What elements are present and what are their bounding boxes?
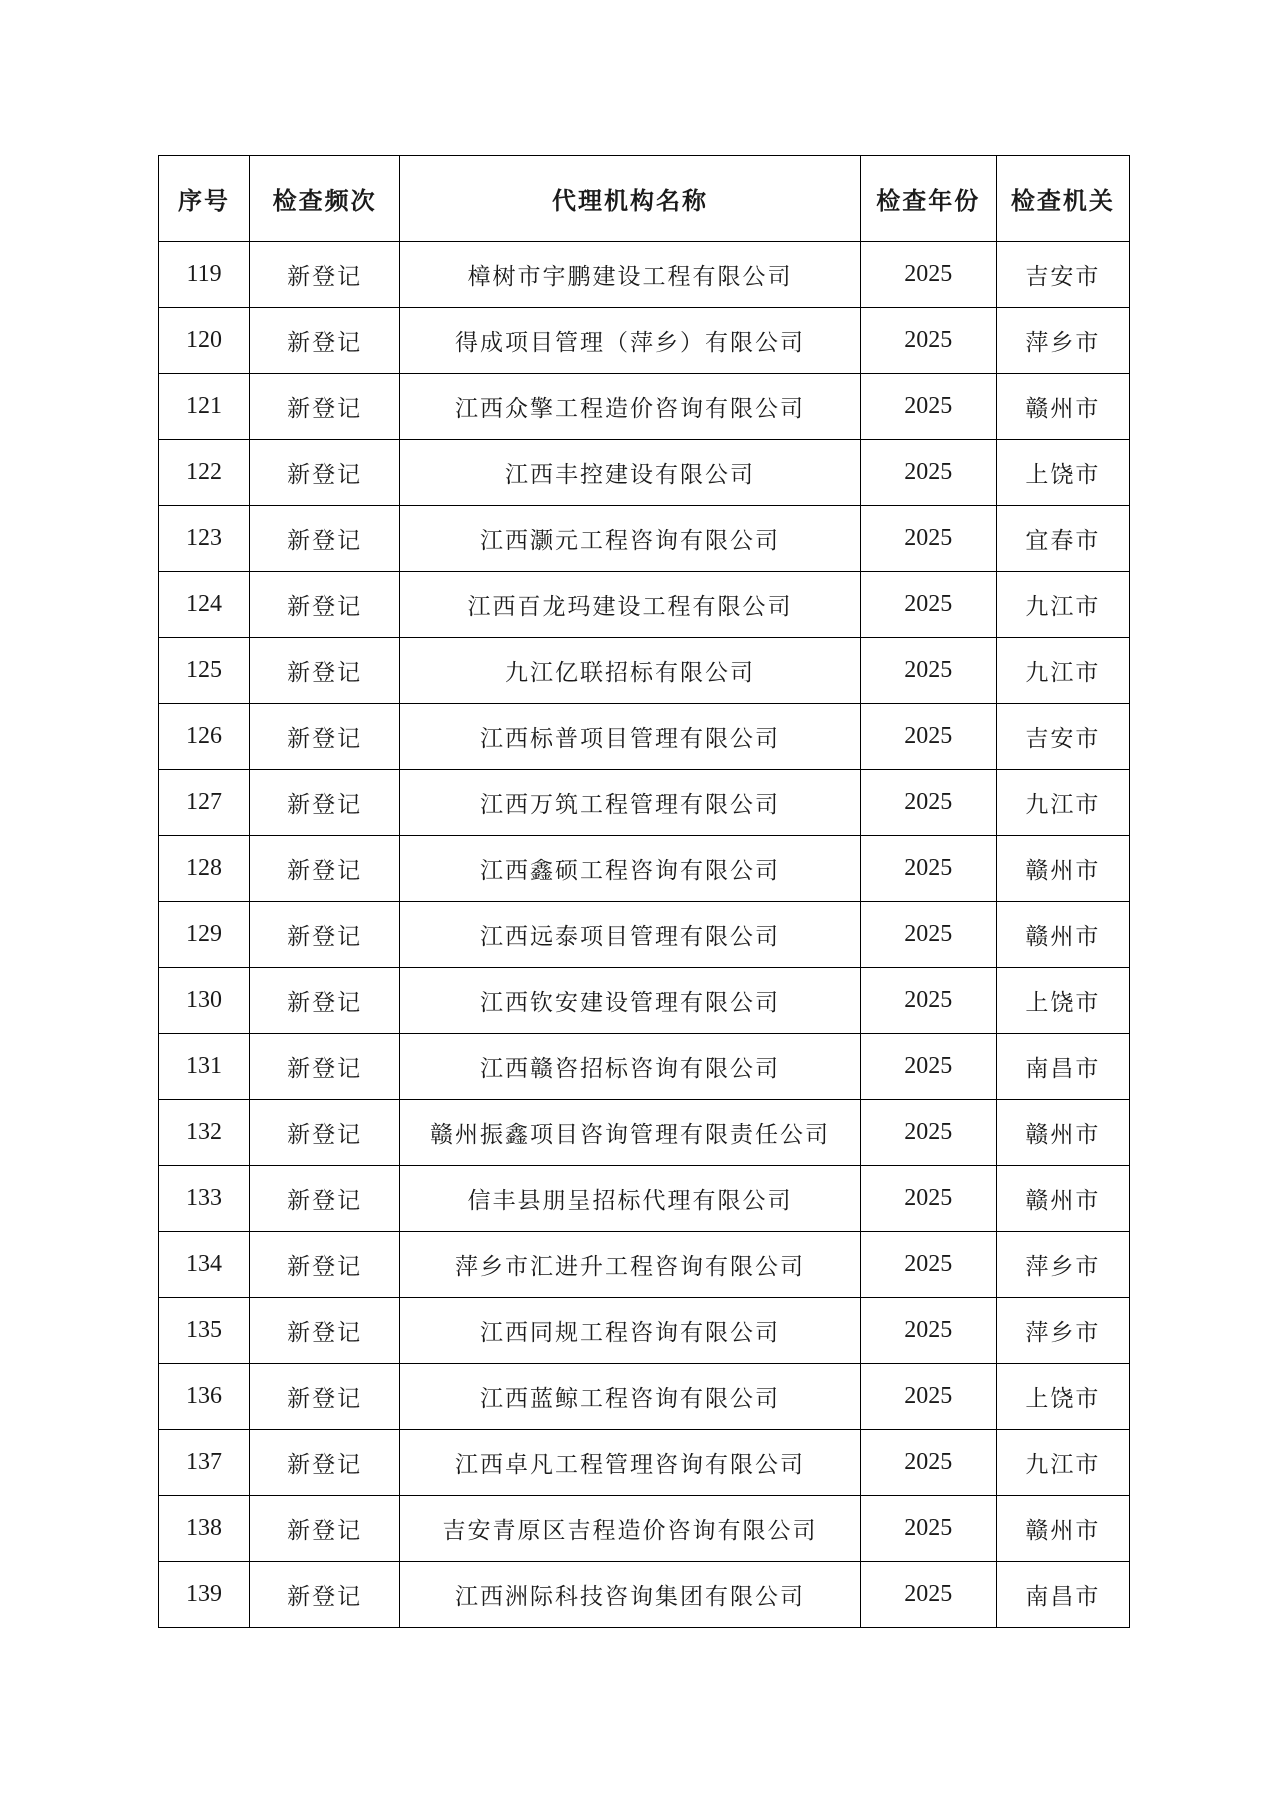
cell-authority: 上饶市 [996, 440, 1129, 506]
cell-agency: 江西同规工程咨询有限公司 [400, 1298, 860, 1364]
cell-no: 129 [159, 902, 250, 968]
table-row [159, 1364, 1130, 1430]
table-row [159, 242, 1130, 308]
cell-authority: 上饶市 [996, 1364, 1129, 1430]
table-row [159, 374, 1130, 440]
header-agency: 代理机构名称 [400, 156, 860, 242]
table-row [159, 1166, 1130, 1232]
cell-year: 2025 [860, 1298, 996, 1364]
cell-no: 138 [159, 1496, 250, 1562]
cell-no: 127 [159, 770, 250, 836]
cell-frequency: 新登记 [250, 440, 400, 506]
cell-agency: 樟树市宇鹏建设工程有限公司 [400, 242, 860, 308]
cell-year: 2025 [860, 968, 996, 1034]
cell-agency: 江西赣咨招标咨询有限公司 [400, 1034, 860, 1100]
cell-agency: 江西丰控建设有限公司 [400, 440, 860, 506]
cell-frequency: 新登记 [250, 572, 400, 638]
table-row [159, 968, 1130, 1034]
cell-agency: 九江亿联招标有限公司 [400, 638, 860, 704]
cell-authority: 赣州市 [996, 836, 1129, 902]
cell-authority: 赣州市 [996, 1100, 1129, 1166]
table-row [159, 1430, 1130, 1496]
table-body [159, 242, 1130, 1628]
cell-frequency: 新登记 [250, 1298, 400, 1364]
cell-agency: 萍乡市汇进升工程咨询有限公司 [400, 1232, 860, 1298]
inspection-table [158, 155, 1130, 1628]
header-no: 序号 [159, 156, 250, 242]
cell-no: 120 [159, 308, 250, 374]
table-row [159, 1232, 1130, 1298]
header-frequency: 检查频次 [250, 156, 400, 242]
cell-authority: 九江市 [996, 638, 1129, 704]
cell-no: 122 [159, 440, 250, 506]
cell-year: 2025 [860, 704, 996, 770]
cell-no: 121 [159, 374, 250, 440]
cell-year: 2025 [860, 572, 996, 638]
cell-frequency: 新登记 [250, 638, 400, 704]
cell-frequency: 新登记 [250, 1430, 400, 1496]
cell-no: 139 [159, 1562, 250, 1628]
cell-frequency: 新登记 [250, 374, 400, 440]
cell-agency: 江西远泰项目管理有限公司 [400, 902, 860, 968]
table-row [159, 308, 1130, 374]
table-row [159, 1562, 1130, 1628]
cell-no: 133 [159, 1166, 250, 1232]
table-row [159, 704, 1130, 770]
cell-authority: 九江市 [996, 572, 1129, 638]
cell-no: 134 [159, 1232, 250, 1298]
cell-frequency: 新登记 [250, 1562, 400, 1628]
table-row [159, 836, 1130, 902]
cell-frequency: 新登记 [250, 1364, 400, 1430]
cell-frequency: 新登记 [250, 968, 400, 1034]
table-row [159, 1034, 1130, 1100]
cell-agency: 江西洲际科技咨询集团有限公司 [400, 1562, 860, 1628]
cell-frequency: 新登记 [250, 242, 400, 308]
cell-frequency: 新登记 [250, 506, 400, 572]
cell-agency: 江西钦安建设管理有限公司 [400, 968, 860, 1034]
cell-agency: 赣州振鑫项目咨询管理有限责任公司 [400, 1100, 860, 1166]
cell-agency: 江西万筑工程管理有限公司 [400, 770, 860, 836]
cell-frequency: 新登记 [250, 1166, 400, 1232]
cell-agency: 得成项目管理（萍乡）有限公司 [400, 308, 860, 374]
cell-agency: 江西百龙玛建设工程有限公司 [400, 572, 860, 638]
cell-agency: 吉安青原区吉程造价咨询有限公司 [400, 1496, 860, 1562]
cell-year: 2025 [860, 1100, 996, 1166]
cell-agency: 江西蓝鲸工程咨询有限公司 [400, 1364, 860, 1430]
cell-no: 131 [159, 1034, 250, 1100]
header-authority: 检查机关 [996, 156, 1129, 242]
table-row [159, 638, 1130, 704]
cell-year: 2025 [860, 902, 996, 968]
cell-frequency: 新登记 [250, 1232, 400, 1298]
cell-agency: 江西灏元工程咨询有限公司 [400, 506, 860, 572]
cell-authority: 赣州市 [996, 1496, 1129, 1562]
cell-frequency: 新登记 [250, 308, 400, 374]
cell-no: 126 [159, 704, 250, 770]
cell-authority: 上饶市 [996, 968, 1129, 1034]
cell-no: 132 [159, 1100, 250, 1166]
cell-authority: 萍乡市 [996, 1298, 1129, 1364]
cell-no: 125 [159, 638, 250, 704]
cell-authority: 赣州市 [996, 374, 1129, 440]
header-year: 检查年份 [860, 156, 996, 242]
cell-no: 130 [159, 968, 250, 1034]
table-row [159, 770, 1130, 836]
cell-year: 2025 [860, 506, 996, 572]
cell-year: 2025 [860, 1034, 996, 1100]
cell-year: 2025 [860, 308, 996, 374]
cell-authority: 南昌市 [996, 1562, 1129, 1628]
table-row [159, 1496, 1130, 1562]
cell-no: 124 [159, 572, 250, 638]
cell-authority: 萍乡市 [996, 308, 1129, 374]
cell-year: 2025 [860, 638, 996, 704]
cell-authority: 萍乡市 [996, 1232, 1129, 1298]
cell-authority: 九江市 [996, 1430, 1129, 1496]
cell-year: 2025 [860, 1496, 996, 1562]
table-row [159, 1298, 1130, 1364]
cell-year: 2025 [860, 440, 996, 506]
cell-year: 2025 [860, 1430, 996, 1496]
table-row [159, 572, 1130, 638]
cell-no: 123 [159, 506, 250, 572]
cell-year: 2025 [860, 1364, 996, 1430]
cell-frequency: 新登记 [250, 704, 400, 770]
cell-frequency: 新登记 [250, 1034, 400, 1100]
cell-agency: 江西卓凡工程管理咨询有限公司 [400, 1430, 860, 1496]
cell-frequency: 新登记 [250, 770, 400, 836]
table-row [159, 902, 1130, 968]
table-row [159, 440, 1130, 506]
cell-agency: 江西鑫硕工程咨询有限公司 [400, 836, 860, 902]
cell-authority: 赣州市 [996, 1166, 1129, 1232]
cell-agency: 信丰县朋呈招标代理有限公司 [400, 1166, 860, 1232]
cell-agency: 江西众擎工程造价咨询有限公司 [400, 374, 860, 440]
cell-authority: 宜春市 [996, 506, 1129, 572]
cell-authority: 九江市 [996, 770, 1129, 836]
cell-year: 2025 [860, 1232, 996, 1298]
cell-year: 2025 [860, 374, 996, 440]
cell-no: 119 [159, 242, 250, 308]
cell-no: 128 [159, 836, 250, 902]
cell-year: 2025 [860, 770, 996, 836]
table-row [159, 1100, 1130, 1166]
cell-year: 2025 [860, 242, 996, 308]
cell-frequency: 新登记 [250, 1496, 400, 1562]
cell-authority: 吉安市 [996, 242, 1129, 308]
table-header-row [159, 156, 1130, 242]
table-row [159, 506, 1130, 572]
cell-frequency: 新登记 [250, 836, 400, 902]
cell-agency: 江西标普项目管理有限公司 [400, 704, 860, 770]
cell-authority: 赣州市 [996, 902, 1129, 968]
cell-year: 2025 [860, 1562, 996, 1628]
cell-frequency: 新登记 [250, 902, 400, 968]
cell-year: 2025 [860, 836, 996, 902]
cell-no: 137 [159, 1430, 250, 1496]
cell-year: 2025 [860, 1166, 996, 1232]
cell-authority: 吉安市 [996, 704, 1129, 770]
cell-no: 135 [159, 1298, 250, 1364]
cell-no: 136 [159, 1364, 250, 1430]
cell-authority: 南昌市 [996, 1034, 1129, 1100]
cell-frequency: 新登记 [250, 1100, 400, 1166]
